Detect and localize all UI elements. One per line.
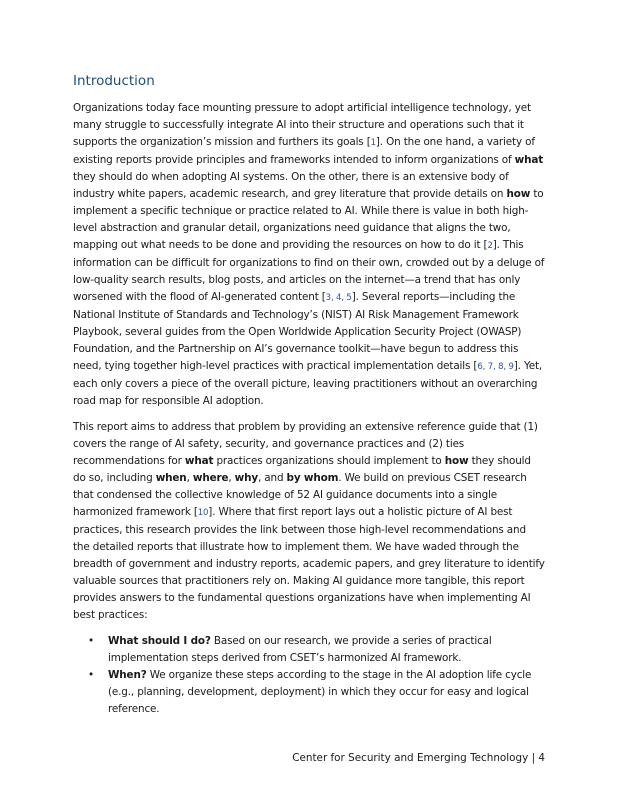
bullet-icon: • bbox=[88, 669, 94, 681]
p2-bold-how: how bbox=[444, 455, 469, 467]
list-item-lead: When? bbox=[108, 669, 147, 681]
p1-text-6: ]. Several reports—including the National Institute of Standards and Technology’s (NIST) AI Risk Management Framework Playbook, several guides from the Open Worldwide Application Security Project (OWASP) Foundation, and the Partnership on AI’s governance toolkit—have begun to address this need, tying together high-level practices with practical implementation details [ bbox=[73, 291, 522, 372]
p2-bold-what: what bbox=[184, 455, 214, 467]
paragraph-2 bbox=[73, 419, 545, 624]
section-heading: Introduction bbox=[73, 73, 155, 89]
citation-3[interactable]: 3 bbox=[325, 293, 331, 303]
p2-text-8: ]. Where that first report lays out a holistic picture of AI best practices, this research provides the link between those high-level recommendations and the detailed reports that illustrate how to implement them. We have waded through the breadth of government and industry reports, academic papers, and grey literature to identify valuable sources that practitioners rely on. Making AI guidance more tangible, this report provides answers to the fundamental questions organizations have when implementing AI best practices: bbox=[73, 506, 545, 621]
p2-text-3: they should do so, including bbox=[73, 455, 531, 484]
p2-text-1: This report aims to address that problem by providing an extensive reference guide that (1) covers the range of AI safety, security, and governance practices and (2) ties recommendations for bbox=[73, 421, 538, 467]
citation-10[interactable]: 10 bbox=[197, 508, 209, 518]
p1-text-4: to implement a specific technique or practice related to AI. While there is value in both high-level abstraction and granular detail, organizations need guidance that aligns the two, mapping out what needs to be done and providing the resources on how to do it [ bbox=[73, 188, 544, 251]
p1-text-5: ]. This information can be difficult for organizations to find on their own, crowded out by a deluge of low-quality search results, blog posts, and articles on the internet—a trend that has only worsened with the flood of AI-generated content [ bbox=[73, 239, 545, 303]
paragraph-1: Organizations today face mounting pressure to adopt artificial intelligence technology, yet many struggle to successfully integrate AI into their structure and operations such that it supports the organization’s mission and furthers its goals [1]. On the one hand, a variety of existing reports provide principles and frameworks intended to inform organizations of what they should do when adopting AI systems. On the other, there is an extensive body of industry white papers, academic research, and grey literature that provide details on how to implement a specific technique or practice related to AI. While there is value in both high-level abstraction and granular detail, organizations need guidance that aligns the two, mapping out what needs to be done and providing the resources on how to do it [2]. This information can be difficult for organizations to find on their own, crowded out by a deluge of low-quality search results, blog posts, and articles on the internet—a trend that has only worsened with the flood of AI-generated content [3, 4, 5]. Several reports—including the National Institute of Standards and Technology’s (NIST) AI Risk Management Framework Playbook, several guides from the Open Worldwide Application Security Project (OWASP) Foundation, and the Partnership on AI’s governance toolkit—have begun to address this need, tying together high-level practices with practical implementation details [6, 7, 8, 9]. Yet, each only covers a piece of the overall picture, leaving practitioners without an overarching road map for responsible AI adoption. bbox=[73, 102, 545, 407]
p1-bold-what: what bbox=[514, 154, 544, 166]
citation-6[interactable]: 6 bbox=[477, 362, 483, 372]
document-page bbox=[73, 72, 545, 718]
list-item bbox=[88, 667, 545, 718]
citation-7[interactable]: 7 bbox=[487, 362, 493, 372]
citation-1[interactable]: 1 bbox=[370, 138, 376, 148]
p2-text-4: , bbox=[186, 472, 193, 484]
list-item-lead: What should I do? bbox=[108, 635, 211, 647]
citation-8[interactable]: 8 bbox=[498, 362, 504, 372]
p2-bold-where: where bbox=[192, 472, 229, 484]
p1-text-7: ]. Yet, each only covers a piece of the overall picture, leaving practitioners without an overarching road map for responsible AI adoption. bbox=[73, 360, 543, 407]
p2-text-2: practices organizations should implement to bbox=[213, 455, 445, 467]
citation-9[interactable]: 9 bbox=[508, 362, 514, 372]
p1-text-3: they should do when adopting AI systems. On the other, there is an extensive body of industry white papers, academic research, and grey literature that provide details on bbox=[73, 171, 509, 200]
p2-bold-when: when bbox=[155, 472, 187, 484]
list-item-text: We organize these steps according to the stage in the AI adoption life cycle (e.g., planning, development, deployment) in which they occur for easy and logical reference. bbox=[108, 669, 532, 715]
list-item-text: Based on our research, we provide a series of practical implementation steps derived from CSET’s harmonized AI framework. bbox=[108, 635, 492, 664]
p2-bold-why: why bbox=[234, 472, 258, 484]
p2-text-5: , bbox=[228, 472, 235, 484]
citation-4[interactable]: 4 bbox=[336, 293, 342, 303]
p2-bold-by-whom: by whom bbox=[286, 472, 339, 484]
p1-text-1: Organizations today face mounting pressure to adopt artificial intelligence technology, yet many struggle to successfully integrate AI into their structure and operations such that it supports the organization’s mission and furthers its goals [ bbox=[73, 102, 531, 148]
bullet-icon: • bbox=[88, 635, 94, 647]
p2-text-6: , and bbox=[257, 472, 287, 484]
p2-text-7: . We build on previous CSET research that condensed the collective knowledge of 52 AI guidance documents into a single harmonized framework [ bbox=[73, 472, 527, 518]
page-footer: Center for Security and Emerging Technology | 4 bbox=[292, 752, 545, 764]
citation-2[interactable]: 2 bbox=[487, 241, 493, 251]
practice-question-list bbox=[73, 633, 545, 718]
citation-5[interactable]: 5 bbox=[346, 293, 352, 303]
list-item bbox=[88, 633, 545, 667]
p1-text-2: ]. On the one hand, a variety of existing reports provide principles and frameworks intended to inform organizations of bbox=[73, 136, 535, 166]
p1-bold-how: how bbox=[506, 188, 531, 200]
